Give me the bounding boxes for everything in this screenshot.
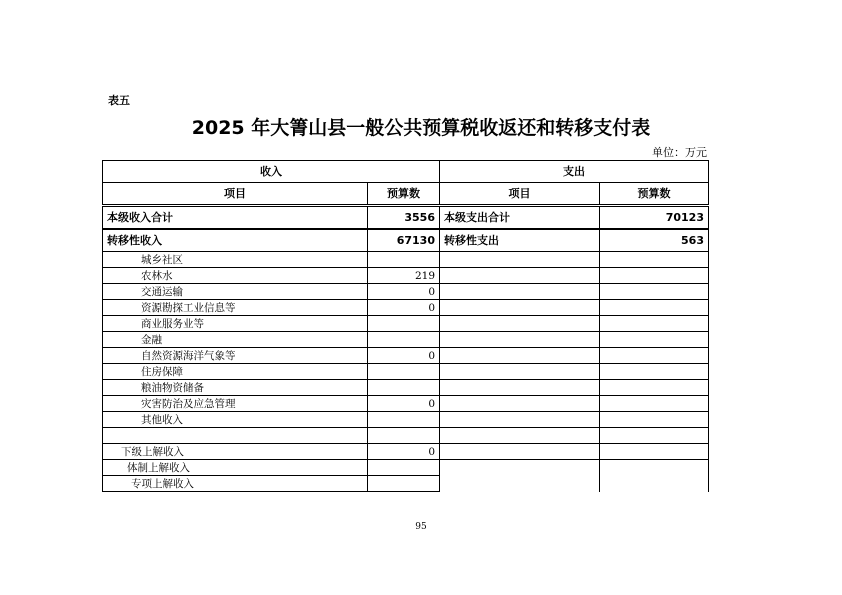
- income-item-label: 专项上解收入: [103, 476, 368, 492]
- income-item-value: 0: [368, 348, 440, 364]
- expense-label: 本级支出合计: [440, 206, 600, 230]
- table-row: [103, 396, 709, 412]
- income-item-label: 体制上解收入: [103, 460, 368, 476]
- income-item-label: 自然资源海洋气象等: [103, 348, 368, 364]
- table-row: [103, 316, 709, 332]
- table-row: [103, 348, 709, 364]
- budget-table: [102, 160, 709, 492]
- income-item-value: [368, 380, 440, 396]
- expense-budget-column-header: 预算数: [600, 183, 709, 206]
- income-item-label: 资源勘探工业信息等: [103, 300, 368, 316]
- income-value: 3556: [368, 206, 440, 230]
- income-item-label: 城乡社区: [103, 252, 368, 268]
- expense-label: 转移性支出: [440, 229, 600, 252]
- unit-label: 单位：万元: [652, 146, 707, 159]
- income-item-label: 金融: [103, 332, 368, 348]
- table-row: [103, 412, 709, 428]
- table-row: [103, 268, 709, 284]
- income-item-label: 其他收入: [103, 412, 368, 428]
- income-item-value: 0: [368, 284, 440, 300]
- income-item-value: [368, 412, 440, 428]
- income-item-value: 0: [368, 444, 440, 460]
- income-item-value: 219: [368, 268, 440, 284]
- page-title: 2025 年大箐山县一般公共预算税收返还和转移支付表: [191, 117, 651, 139]
- table-row: [103, 332, 709, 348]
- table-row: [103, 229, 709, 252]
- income-item-label: 灾害防治及应急管理: [103, 396, 368, 412]
- table-row: [103, 444, 709, 460]
- income-item-value: [368, 460, 440, 476]
- table-header-row: [103, 161, 709, 183]
- income-item-value: [368, 316, 440, 332]
- expense-header: 支出: [440, 161, 709, 183]
- income-header: 收入: [103, 161, 440, 183]
- table-row: [103, 428, 709, 444]
- expense-item-column-header: 项目: [440, 183, 600, 206]
- income-item-label: [103, 428, 368, 444]
- income-item-value: [368, 252, 440, 268]
- table-row: [103, 206, 709, 230]
- income-item-value: 0: [368, 300, 440, 316]
- income-item-label: 粮油物资储备: [103, 380, 368, 396]
- table-row: [103, 364, 709, 380]
- table-row: [103, 252, 709, 268]
- income-item-value: [368, 332, 440, 348]
- income-budget-column-header: 预算数: [368, 183, 440, 206]
- income-item-value: [368, 428, 440, 444]
- income-label: 转移性收入: [103, 229, 368, 252]
- table-row: [103, 300, 709, 316]
- table-row: [103, 476, 709, 492]
- income-item-value: [368, 476, 440, 492]
- income-value: 67130: [368, 229, 440, 252]
- column-header-row: [103, 183, 709, 206]
- table-number: 表五: [108, 94, 130, 107]
- income-item-label: 农林水: [103, 268, 368, 284]
- expense-value: 563: [600, 229, 709, 252]
- income-label: 本级收入合计: [103, 206, 368, 230]
- income-item-label: 商业服务业等: [103, 316, 368, 332]
- expense-value: 70123: [600, 206, 709, 230]
- income-item-label: 交通运输: [103, 284, 368, 300]
- table-row: [103, 380, 709, 396]
- page-number: 95: [415, 522, 427, 532]
- income-item-label: 住房保障: [103, 364, 368, 380]
- income-item-value: [368, 364, 440, 380]
- table-row: [103, 460, 709, 476]
- income-item-label: 下级上解收入: [103, 444, 368, 460]
- income-item-column-header: 项目: [103, 183, 368, 206]
- income-item-value: 0: [368, 396, 440, 412]
- table-row: [103, 284, 709, 300]
